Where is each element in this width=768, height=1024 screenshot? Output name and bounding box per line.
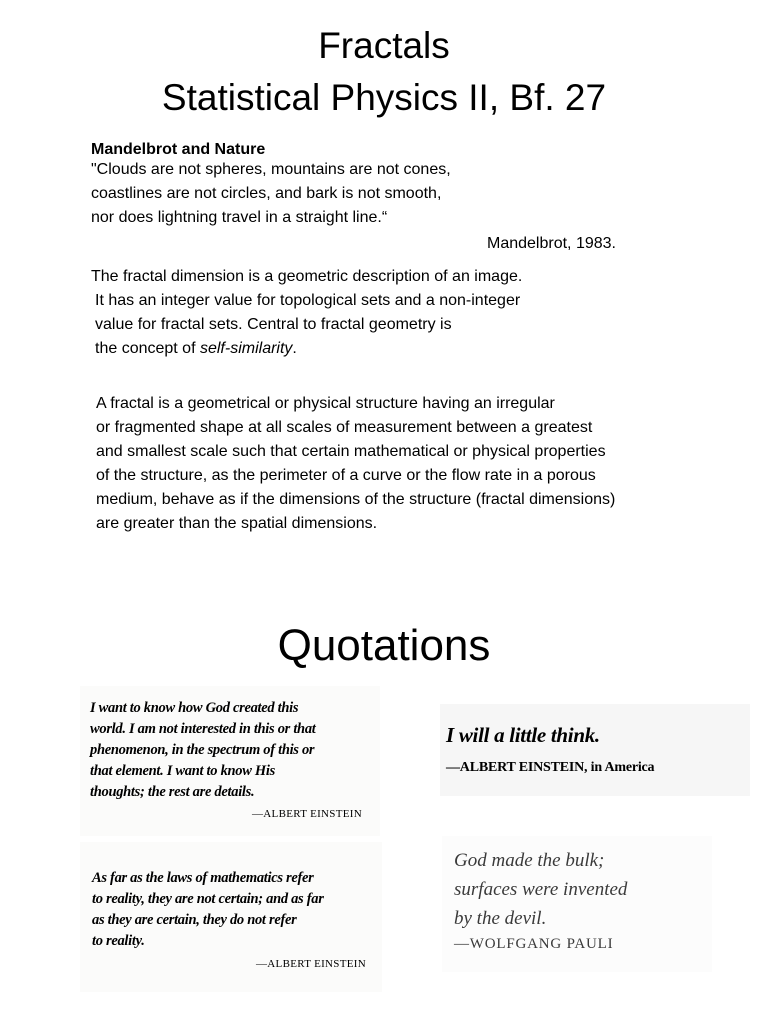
fractal-definition-paragraph: [96, 392, 615, 536]
quote-line: I want to know how God created this: [90, 700, 299, 716]
paragraph-line: value for fractal sets. Central to fractal geometry is: [95, 316, 452, 333]
quote-line: by the devil.: [454, 908, 547, 929]
quote-line: surfaces were invented: [454, 879, 628, 900]
quote-line: As far as the laws of mathematics refer: [92, 870, 314, 886]
quote-line: world. I am not interested in this or that: [90, 721, 316, 737]
quote-image-einstein-god: [80, 686, 380, 836]
quote-author: —WOLFGANG PAULI: [454, 936, 614, 952]
quote-author: —ALBERT EINSTEIN, in America: [446, 760, 655, 775]
quotations-heading: Quotations: [277, 621, 491, 670]
paragraph-text: the concept of: [95, 340, 200, 357]
quote-image-einstein-mathematics: [80, 842, 382, 992]
quote-image-einstein-think: [440, 704, 750, 796]
quote-line-3: nor does lightning travel in a straight line.“: [91, 209, 388, 226]
paragraph-line: and smallest scale such that certain mathematical or physical properties: [96, 443, 606, 460]
quote-author: —ALBERT EINSTEIN: [252, 808, 362, 820]
self-similarity-term: self-similarity: [199, 340, 293, 357]
paragraph-line: It has an integer value for topological sets and a non-integer: [95, 292, 521, 309]
quote-line: phenomenon, in the spectrum of this or: [90, 742, 315, 758]
quote-attribution: Mandelbrot, 1983.: [487, 235, 616, 252]
quote-line: I will a little think.: [446, 723, 600, 747]
quote-line: to reality, they are not certain; and as far: [92, 891, 324, 907]
quote-line: as they are certain, they do not refer: [92, 912, 297, 928]
quote-line: thoughts; the rest are details.: [90, 784, 255, 800]
paragraph-text: .: [292, 340, 297, 357]
fractal-dimension-paragraph: [91, 265, 522, 361]
paragraph-line: A fractal is a geometrical or physical structure having an irregular: [96, 395, 555, 412]
paragraph-line: or fragmented shape at all scales of measurement between a greatest: [96, 419, 593, 436]
paragraph-line: are greater than the spatial dimensions.: [96, 515, 378, 532]
quote-line-2: coastlines are not circles, and bark is not smooth,: [91, 185, 442, 202]
quote-line: to reality.: [92, 933, 145, 949]
paragraph-line: medium, behave as if the dimensions of the structure (fractal dimensions): [96, 491, 616, 508]
page-subtitle: Statistical Physics II, Bf. 27: [161, 77, 607, 118]
quote-line: God made the bulk;: [454, 850, 605, 871]
quote-author: —ALBERT EINSTEIN: [256, 958, 366, 970]
section-heading: Mandelbrot and Nature: [91, 141, 266, 158]
paragraph-line: [91, 337, 522, 361]
quote-line-1: "Clouds are not spheres, mountains are not cones,: [91, 161, 451, 178]
page-title: Fractals: [318, 25, 450, 66]
quote-line: that element. I want to know His: [90, 763, 275, 779]
paragraph-line: of the structure, as the perimeter of a curve or the flow rate in a porous: [96, 467, 596, 484]
quote-image-pauli: [442, 836, 712, 972]
paragraph-line: The fractal dimension is a geometric description of an image.: [91, 268, 523, 285]
